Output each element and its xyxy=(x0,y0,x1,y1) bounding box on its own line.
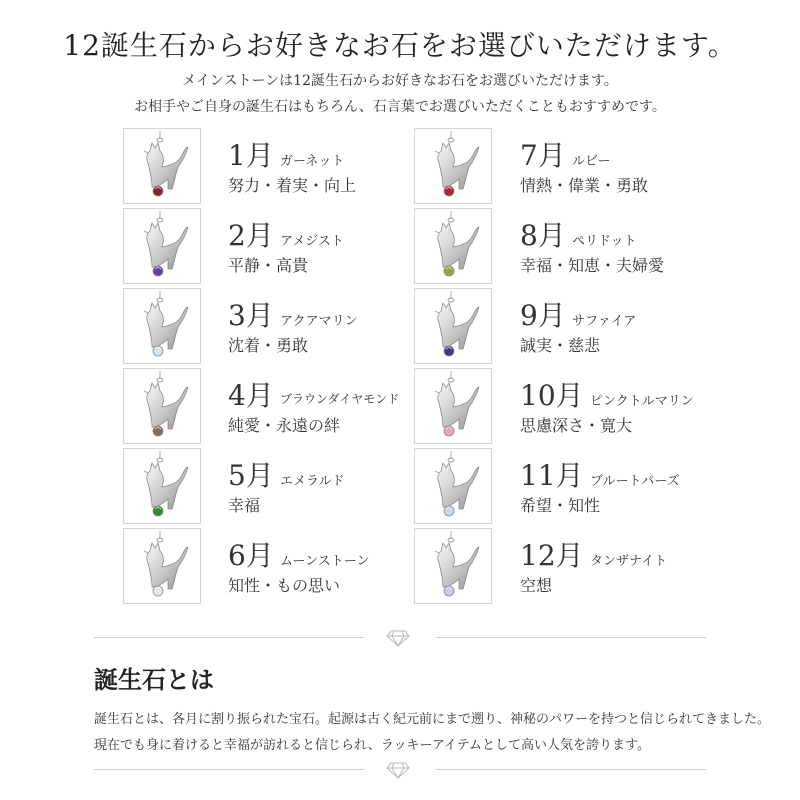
month-label: 9月 xyxy=(520,299,566,332)
cat-pendant-icon xyxy=(124,209,202,285)
stone-name: サファイア xyxy=(572,314,637,329)
stone-name: ムーンストーン xyxy=(280,554,370,569)
stone-meaning: 幸福・知恵・夫婦愛 xyxy=(520,256,665,275)
month-label: 5月 xyxy=(228,459,274,492)
cat-pendant-icon xyxy=(415,449,493,525)
month-label: 4月 xyxy=(228,379,274,412)
stone-meaning: 空想 xyxy=(520,576,553,595)
cat-pendant-image xyxy=(414,368,492,444)
stone-name: ルビー xyxy=(572,154,611,169)
cat-pendant-icon xyxy=(415,369,493,445)
month-label: 11月 xyxy=(520,459,584,492)
cat-pendant-icon xyxy=(124,289,202,365)
stone-name: ブルートパーズ xyxy=(590,474,680,489)
divider-line xyxy=(436,637,706,638)
page-title: 12誕生石からお好きなお石をお選びいただけます。 xyxy=(63,29,737,62)
cat-pendant-image xyxy=(123,528,201,604)
stone-name: タンザナイト xyxy=(590,554,668,569)
intro-line-1: メインストーンは12誕生石からお好きなお石をお選びいただけます。 xyxy=(182,73,618,89)
month-label: 1月 xyxy=(228,139,274,172)
stone-name: エメラルド xyxy=(280,474,345,489)
month-label: 2月 xyxy=(228,219,274,252)
cat-pendant-image xyxy=(123,368,201,444)
stone-meaning: 誠実・慈悲 xyxy=(520,336,601,355)
diamond-icon xyxy=(386,760,410,780)
section-divider xyxy=(94,760,706,780)
stone-meaning: 希望・知性 xyxy=(520,496,601,515)
cat-pendant-image xyxy=(414,208,492,284)
cat-pendant-icon xyxy=(415,209,493,285)
month-label: 3月 xyxy=(228,299,274,332)
divider-line xyxy=(436,769,706,770)
stone-meaning: 思慮深さ・寛大 xyxy=(520,416,633,435)
month-label: 8月 xyxy=(520,219,566,252)
cat-pendant-icon xyxy=(124,129,202,205)
stone-name: ガーネット xyxy=(280,154,345,169)
cat-pendant-image xyxy=(414,288,492,364)
about-text-2: 現在でも身に着けると幸福が訪れると信じられ、ラッキーアイテムとして高い人気を誇ります。 xyxy=(94,738,651,753)
divider-line xyxy=(94,637,364,638)
stone-name: アメジスト xyxy=(280,234,344,249)
cat-pendant-image xyxy=(123,128,201,204)
cat-pendant-image xyxy=(414,128,492,204)
cat-pendant-image xyxy=(414,448,492,524)
cat-pendant-image xyxy=(123,448,201,524)
cat-pendant-icon xyxy=(415,129,493,205)
stone-name: アクアマリン xyxy=(280,314,358,329)
section-divider xyxy=(94,628,706,648)
cat-pendant-icon xyxy=(124,449,202,525)
stone-meaning: 知性・もの思い xyxy=(228,576,341,595)
intro-line-2: お相手やご自身の誕生石はもちろん、石言葉でお選びいただくこともおすすめです。 xyxy=(134,99,666,115)
stone-meaning: 努力・着実・向上 xyxy=(228,176,357,195)
cat-pendant-image xyxy=(414,528,492,604)
stone-name: ブラウンダイヤモンド xyxy=(280,392,400,406)
section-title: 誕生石とは xyxy=(94,665,214,694)
cat-pendant-icon xyxy=(415,289,493,365)
month-label: 6月 xyxy=(228,539,274,572)
month-label: 12月 xyxy=(520,539,584,572)
stone-meaning: 平静・高貴 xyxy=(228,256,309,275)
stone-name: ピンクトルマリン xyxy=(590,394,694,409)
cat-pendant-icon xyxy=(124,529,202,605)
about-text-1: 誕生石とは、各月に割り振られた宝石。起源は古く紀元前にまで遡り、神秘のパワーを持つと信じられてきました。 xyxy=(94,712,771,727)
stone-meaning: 純愛・永遠の絆 xyxy=(228,416,341,435)
cat-pendant-image xyxy=(123,208,201,284)
stone-meaning: 沈着・勇敢 xyxy=(228,336,309,355)
cat-pendant-icon xyxy=(415,529,493,605)
cat-pendant-image xyxy=(123,288,201,364)
diamond-icon xyxy=(386,628,410,648)
cat-pendant-icon xyxy=(124,369,202,445)
stone-meaning: 情熱・偉業・勇敢 xyxy=(520,176,649,195)
stone-meaning: 幸福 xyxy=(228,496,261,515)
divider-line xyxy=(94,769,364,770)
month-label: 10月 xyxy=(520,379,584,412)
month-label: 7月 xyxy=(520,139,566,172)
stone-name: ペリドット xyxy=(572,234,637,249)
